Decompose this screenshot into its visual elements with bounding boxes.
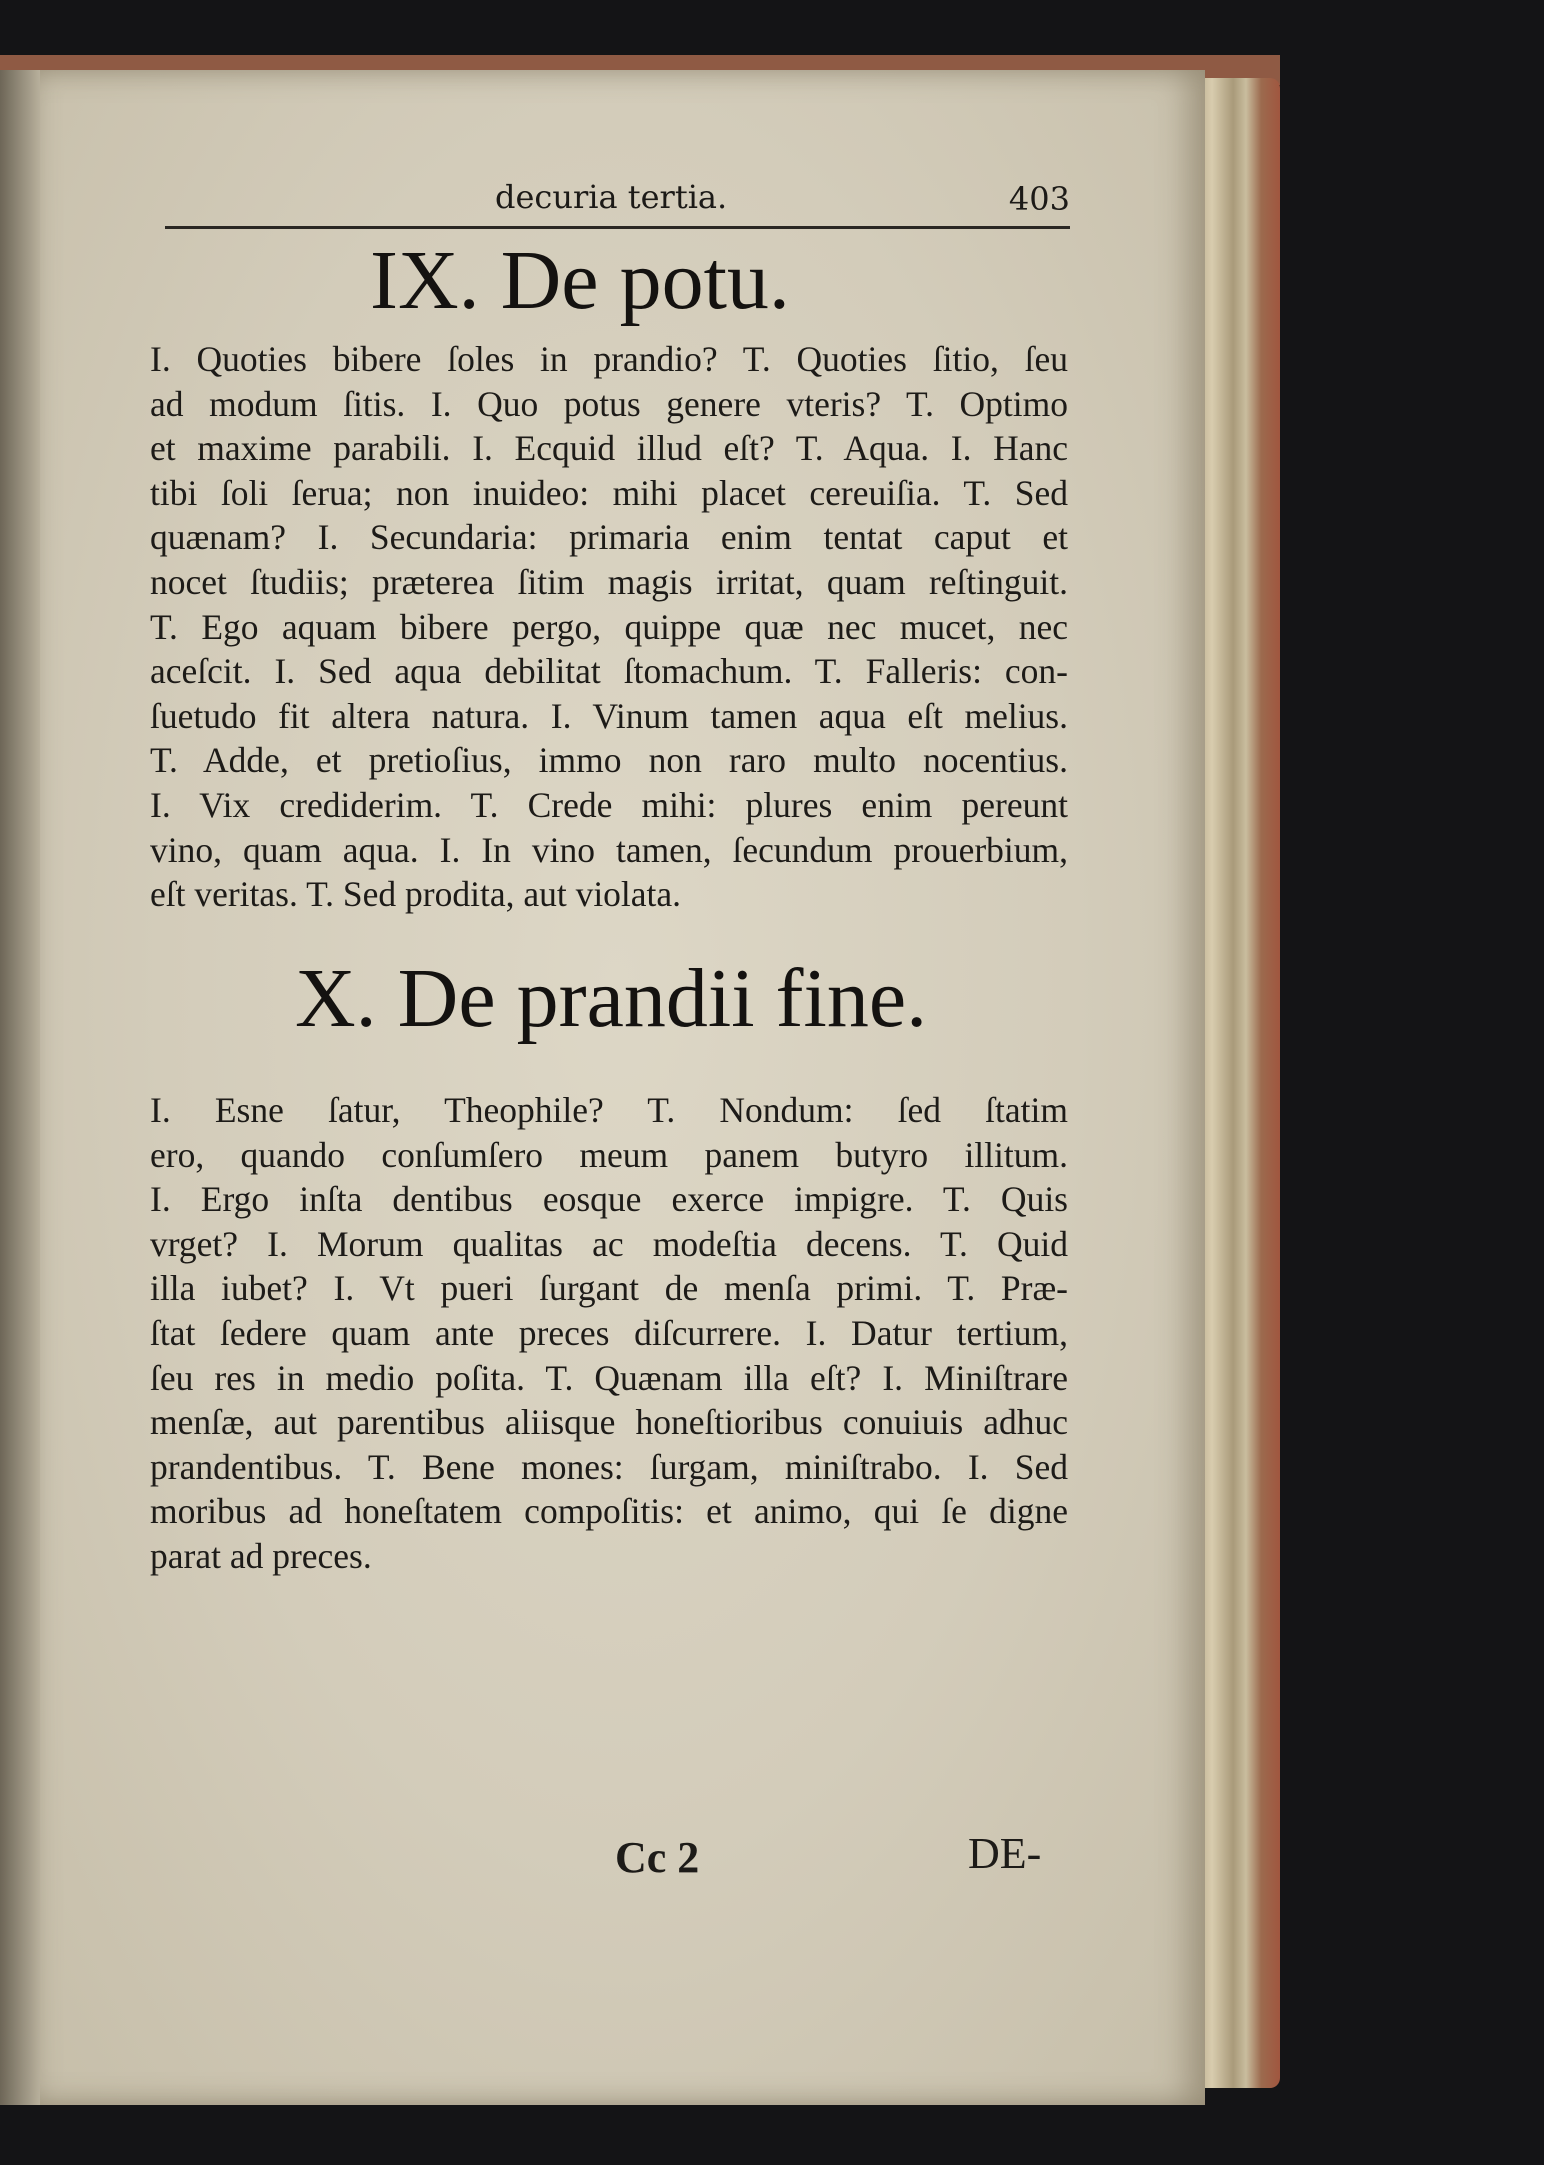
text-line: I. Esne ſatur, Theophile? T. Nondum: ſed ſtatim [150,1090,1068,1130]
section-heading-de-potu: IX. De potu. [370,234,790,327]
text-line: illa iubet? I. Vt pueri ſurgant de menſa primi. T. Præ- [150,1268,1068,1309]
text-line: et maxime parabili. I. Ecquid illud eſt? T. Aqua. I. Hanc [150,428,1068,469]
text-line: I. Quoties bibere ſoles in prandio? T. Quoties ſitio, ſeu [150,339,1068,379]
text-line: menſæ, aut parentibus aliisque honeſtioribus conuiuis adhuc [150,1402,1068,1443]
text-line: I. Vix crediderim. T. Crede mihi: plures enim pereunt [150,784,1068,825]
text-line: T. Adde, et pretioſius, immo non raro multo nocentius. [150,740,1068,781]
text-line: tibi ſoli ſerua; non inuideo: mihi placet cereuiſia. T. Sed [150,472,1068,513]
text-line: ſuetudo fit altera natura. I. Vinum tamen aqua eſt melius. [150,695,1068,736]
text-line: I. Ergo inſta dentibus eosque exerce impigre. T. Quis [150,1179,1068,1220]
text-line: vrget? I. Morum qualitas ac modeſtia decens. T. Quid [150,1223,1068,1264]
signature-mark: Cc 2 [615,1833,700,1882]
text-line: quænam? I. Secundaria: primaria enim tentat caput et [150,517,1068,558]
page-gutter [0,70,40,2105]
text-line: aceſcit. I. Sed aqua debilitat ſtomachum. T. Falleris: con- [150,651,1068,692]
dialogue-paragraph-1 [150,337,1068,917]
header-rule [165,226,1070,229]
text-line: ſeu res in medio poſita. T. Quænam illa eſt? I. Miniſtrare [150,1357,1068,1398]
text-line: T. Ego aquam bibere pergo, quippe quæ nec mucet, nec [150,606,1068,647]
text-line: ad modum ſitis. I. Quo potus genere vteris? T. Optimo [150,383,1068,424]
text-line: vino, quam aqua. I. In vino tamen, ſecundum prouerbium, [150,829,1068,870]
page-number: 403 [1008,180,1070,218]
text-line: parat ad preces. [150,1535,372,1576]
dialogue-paragraph-2 [150,1088,1068,1579]
page-header [165,170,1070,230]
catchword: DE- [968,1829,1042,1878]
text-line: nocet ſtudiis; præterea ſitim magis irritat, quam reſtinguit. [150,561,1068,602]
text-line: moribus ad honeſtatem compoſitis: et animo, qui ſe digne [150,1491,1068,1532]
running-title: decuria tertia. [495,178,728,216]
section-heading-de-prandii-fine: X. De prandii fine. [295,952,928,1045]
text-line: ero, quando conſumſero meum panem butyro illitum. [150,1134,1068,1175]
text-line: prandentibus. T. Bene mones: ſurgam, miniſtrabo. I. Sed [150,1446,1068,1487]
text-line: ſtat ſedere quam ante preces diſcurrere. I. Datur tertium, [150,1312,1068,1353]
text-line: eſt veritas. T. Sed prodita, aut violata. [150,874,682,915]
page-block-edge [1195,78,1280,2088]
